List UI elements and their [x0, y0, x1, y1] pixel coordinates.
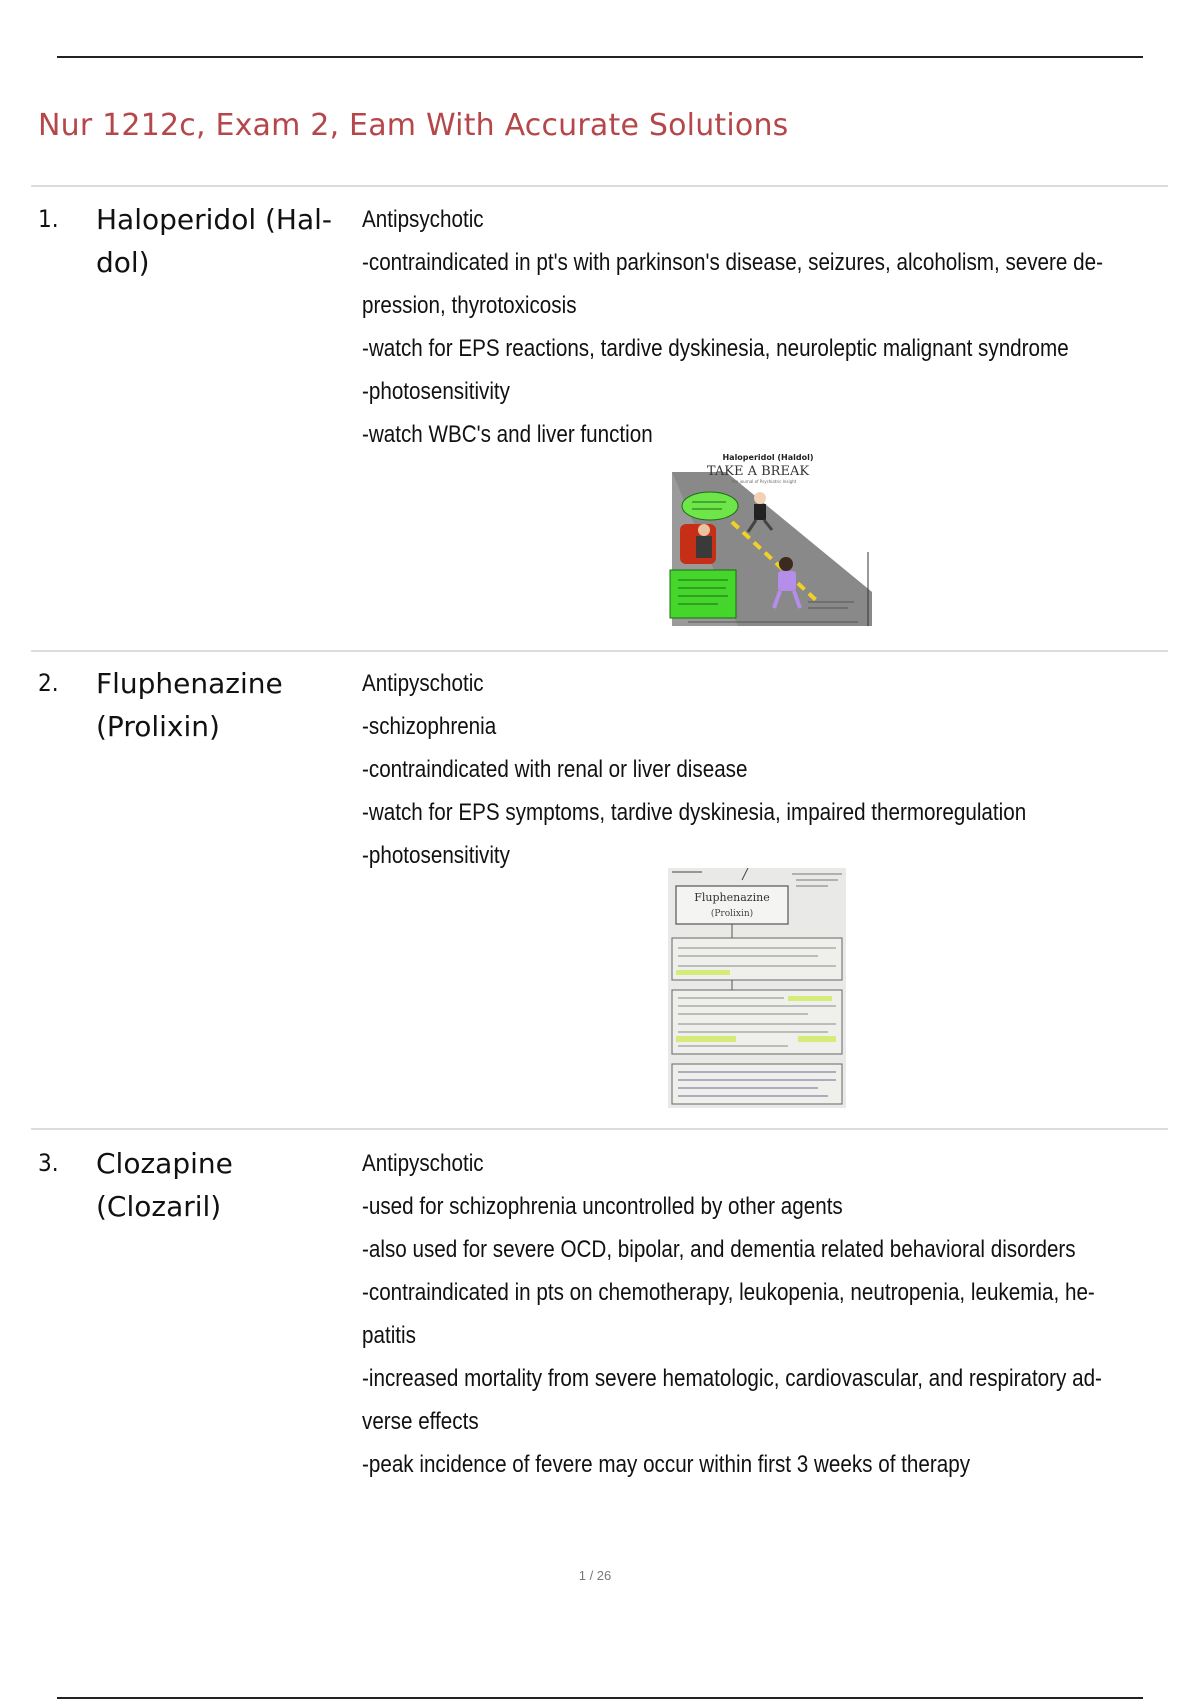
definition-line: -contraindicated with renal or liver disease	[362, 756, 748, 783]
definition-line: Antipsychotic	[362, 206, 484, 233]
definition-line: pression, thyrotoxicosis	[362, 292, 577, 319]
section-divider	[31, 1128, 1168, 1130]
definition-line: patitis	[362, 1322, 416, 1349]
image-caption: TAKE A BREAK	[706, 464, 810, 479]
definition-line: Antipyschotic	[362, 1150, 484, 1177]
section-divider	[31, 650, 1168, 652]
definition-line: -also used for severe OCD, bipolar, and dementia related behavioral disorders	[362, 1236, 1076, 1263]
image-subcaption: the journal of Psychiatric Insight	[731, 479, 797, 484]
section-divider	[31, 185, 1168, 187]
definition-line: -watch for EPS reactions, tardive dyskinesia, neuroleptic malignant syndrome	[362, 335, 1069, 362]
definition-line: -watch WBC's and liver function	[362, 421, 653, 448]
card-term	[96, 662, 346, 748]
definition-line: -photosensitivity	[362, 842, 510, 869]
definition-line: -contraindicated in pts on chemotherapy, leukopenia, neutropenia, leukemia, he-	[362, 1279, 1095, 1306]
term-line: Fluphenazine	[96, 667, 283, 700]
term-line: Clozapine	[96, 1147, 233, 1180]
term-line: Haloperidol (Hal-	[96, 203, 333, 236]
image-heading: Fluphenazine	[694, 891, 770, 904]
term-line: (Prolixin)	[96, 710, 220, 743]
definition-line: -used for schizophrenia uncontrolled by other agents	[362, 1193, 843, 1220]
card-number: 1.	[38, 205, 59, 233]
image-subheading: (Prolixin)	[710, 909, 754, 919]
definition-line: -peak incidence of fevere may occur within first 3 weeks of therapy	[362, 1451, 971, 1478]
card-term	[96, 1142, 346, 1228]
card-definition	[362, 662, 1142, 877]
card-definition	[362, 198, 1142, 456]
footer-rule	[57, 1697, 1143, 1699]
card-number: 3.	[38, 1149, 59, 1177]
haldol-cartoon-image	[668, 452, 876, 628]
card-definition	[362, 1142, 1142, 1486]
term-line: dol)	[96, 246, 150, 279]
definition-line: -schizophrenia	[362, 713, 497, 740]
haldol-cartoon-illustration	[668, 452, 876, 628]
definition-line: Antipyschotic	[362, 670, 484, 697]
definition-line: -photosensitivity	[362, 378, 510, 405]
definition-line: verse effects	[362, 1408, 479, 1435]
card-number: 2.	[38, 669, 59, 697]
card-term	[96, 198, 346, 284]
header-rule	[57, 56, 1143, 58]
definition-line: -watch for EPS symptoms, tardive dyskinesia, impaired thermoregulation	[362, 799, 1027, 826]
definition-line: -increased mortality from severe hematologic, cardiovascular, and respiratory ad-	[362, 1365, 1102, 1392]
image-title: Haloperidol (Haldol)	[722, 453, 814, 462]
fluphenazine-notes-image	[668, 868, 846, 1108]
term-line: (Clozaril)	[96, 1190, 222, 1223]
document-title: Nur 1212c, Exam 2, Eam With Accurate Solutions	[38, 108, 789, 143]
handwritten-notes-photo	[668, 868, 846, 1108]
page-indicator: 1 / 26	[578, 1568, 612, 1583]
definition-line: -contraindicated in pt's with parkinson's disease, seizures, alcoholism, severe de-	[362, 249, 1103, 276]
